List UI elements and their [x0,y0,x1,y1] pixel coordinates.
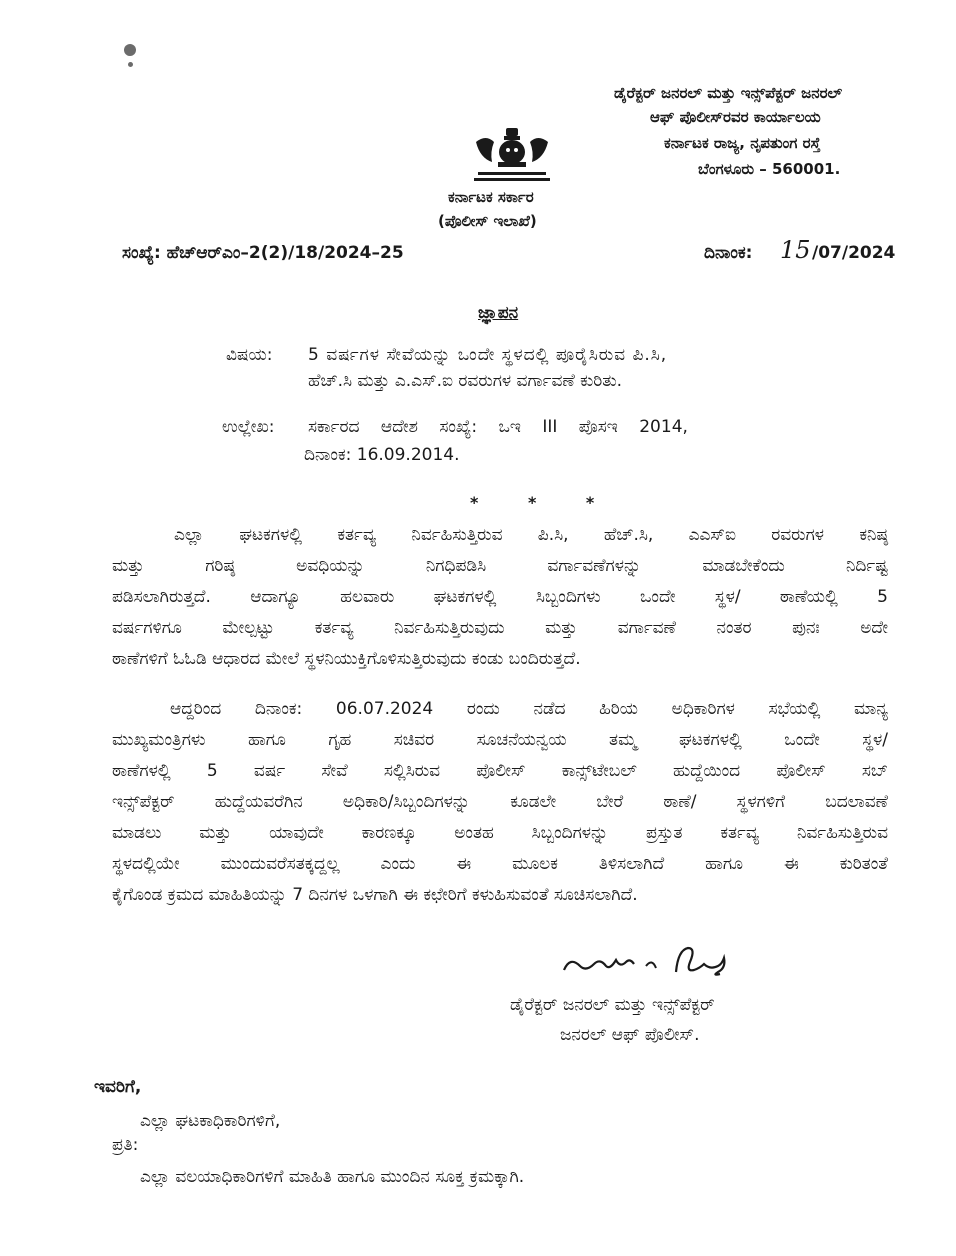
date-month-year: /07/2024 [812,243,896,263]
paragraph-line: ಸ್ಥಳದಲ್ಲಿಯೇ ಮುಂದುವರೆಸತಕ್ಕದ್ದಲ್ಲ ಎಂದು ಈ ಮೂಲಕ ತಿಳಿಸಲಾಗಿದೆ ಹಾಗೂ ಈ ಕುರಿತಂತೆ [112,854,888,874]
subject-label: ವಿಷಯ: [226,345,273,365]
body-paragraph-2 [112,694,888,911]
office-address-line2: ಆಫ್ ಪೊಲೀಸ್‌ರವರ ಕಾರ್ಯಾಲಯ [650,108,821,126]
to-label: ಇವರಿಗೆ, [94,1077,142,1097]
signatory-title-line2: ಜನರಲ್ ಆಫ್ ಪೊಲೀಸ್. [560,1025,700,1045]
scan-speck [124,44,136,56]
copy-label: ಪ್ರತಿ: [112,1135,139,1155]
paragraph-line: ಆದ್ದರಿಂದ ದಿನಾಂಕ: 06.07.2024 ರಂದು ನಡೆದ ಹಿರಿಯ ಅಧಿಕಾರಿಗಳ ಸಭೆಯಲ್ಲಿ ಮಾನ್ಯ [170,699,888,719]
office-address-line1: ಡೈರೆಕ್ಟರ್ ಜನರಲ್ ಮತ್ತು ಇನ್ಸ್‌ಪೆಕ್ಟರ್ ಜನರಲ್ [614,84,843,102]
paragraph-line: ಮುಖ್ಯಮಂತ್ರಿಗಳು ಹಾಗೂ ಗೃಹ ಸಚಿವರ ಸೂಚನೆಯನ್ವಯ ತಮ್ಮ ಘಟಕಗಳಲ್ಲಿ ಒಂದೇ ಸ್ಥಳ/ [112,730,888,750]
paragraph-line: ಕೈಗೊಂಡ ಕ್ರಮದ ಮಾಹಿತಿಯನ್ನು 7 ದಿನಗಳ ಒಳಗಾಗಿ ಈ ಕಛೇರಿಗೆ ಕಳುಹಿಸುವಂತೆ ಸೂಚಿಸಲಾಗಿದೆ. [112,885,638,905]
recipient: ಎಲ್ಲಾ ಘಟಕಾಧಿಕಾರಿಗಳಿಗೆ, [140,1111,281,1131]
copy-recipient: ಎಲ್ಲಾ ವಲಯಾಧಿಕಾರಿಗಳಿಗೆ ಮಾಹಿತಿ ಹಾಗೂ ಮುಂದಿನ ಸೂಕ್ತ ಕ್ರಮಕ್ಕಾಗಿ. [140,1167,525,1187]
department-name: (ಪೊಲೀಸ್ ಇಲಾಖೆ) [438,212,537,230]
subject-line2: ಹೆಚ್.ಸಿ ಮತ್ತು ಎ.ಎಸ್.ಐ ರವರುಗಳ ವರ್ಗಾವಣೆ ಕುರಿತು. [308,371,623,391]
office-address-line3: ಕರ್ನಾಟಕ ರಾಜ್ಯ, ನೃಪತುಂಗ ರಸ್ತೆ [664,134,821,152]
govt-name: ಕರ್ನಾಟಕ ಸರ್ಕಾರ [448,188,534,206]
signatory-title-line1: ಡೈರೆಕ್ಟರ್ ಜನರಲ್ ಮತ್ತು ಇನ್ಸ್‌ಪೆಕ್ಟರ್ [510,995,715,1015]
paragraph-line: ಇನ್ಸ್‌ಪೆಕ್ಟರ್ ಹುದ್ದೆಯವರೆಗಿನ ಅಧಿಕಾರಿ/ಸಿಬ್ಬಂದಿಗಳನ್ನು ಕೂಡಲೇ ಬೇರೆ ಠಾಣೆ/ ಸ್ಥಳಗಳಿಗೆ ಬದಲಾವಣೆ [112,792,888,812]
reference-line1: ಸರ್ಕಾರದ ಆದೇಶ ಸಂಖ್ಯೆ: ಒಇ III ಪೊಸಇ 2014, [308,417,688,437]
memo-title: ಜ್ಞಾಪನ [478,303,519,323]
reference-label: ಉಲ್ಲೇಖ: [222,417,275,437]
state-emblem-icon [468,122,556,184]
paragraph-line: ಠಾಣೆಗಳಲ್ಲಿ 5 ವರ್ಷ ಸೇವೆ ಸಲ್ಲಿಸಿರುವ ಪೊಲೀಸ್ ಕಾನ್ಸ್‌ಟೇಬಲ್ ಹುದ್ದೆಯಿಂದ ಪೊಲೀಸ್ ಸಬ್ [112,761,888,781]
reference-number: ಸಂಖ್ಯೆ: ಹೆಚ್‌ಆರ್‌ಎಂ–2(2)/18/2024–25 [122,243,404,263]
paragraph-line: ಪಡಿಸಲಾಗಿರುತ್ತದೆ. ಆದಾಗ್ಯೂ ಹಲವಾರು ಘಟಕಗಳಲ್ಲಿ ಸಿಬ್ಬಂದಿಗಳು ಒಂದೇ ಸ್ಥಳ/ ಠಾಣೆಯಲ್ಲಿ 5 [112,587,888,607]
paragraph-line: ಠಾಣೆಗಳಿಗೆ ಓಓಡಿ ಆಧಾರದ ಮೇಲೆ ಸ್ಥಳನಿಯುಕ್ತಿಗೊಳಿಸುತ್ತಿರುವುದು ಕಂಡು ಬಂದಿರುತ್ತದೆ. [112,649,581,669]
date-day-handwritten: 15 [780,236,811,264]
body-paragraph-1 [112,520,888,675]
paragraph-line: ವರ್ಷಗಳಿಗೂ ಮೇಲ್ಪಟ್ಟು ಕರ್ತವ್ಯ ನಿರ್ವಹಿಸುತ್ತಿರುವುದು ಮತ್ತು ವರ್ಗಾವಣೆ ನಂತರ ಪುನಃ ಅದೇ [112,618,888,638]
handwritten-signature [556,942,746,988]
paragraph-line: ಮತ್ತು ಗರಿಷ್ಠ ಅವಧಿಯನ್ನು ನಿಗಧಿಪಡಿಸಿ ವರ್ಗಾವಣೆಗಳನ್ನು ಮಾಡಬೇಕೆಂದು ನಿರ್ದಿಷ್ಟ [112,556,888,576]
paragraph-line: ಮಾಡಲು ಮತ್ತು ಯಾವುದೇ ಕಾರಣಕ್ಕೂ ಅಂತಹ ಸಿಬ್ಬಂದಿಗಳನ್ನು ಪ್ರಸ್ತುತ ಕರ್ತವ್ಯ ನಿರ್ವಹಿಸುತ್ತಿರುವ [112,823,888,843]
office-address-line4: ಬೆಂಗಳೂರು – 560001. [698,160,841,178]
paragraph-line: ಎಲ್ಲಾ ಘಟಕಗಳಲ್ಲಿ ಕರ್ತವ್ಯ ನಿರ್ವಹಿಸುತ್ತಿರುವ ಪಿ.ಸಿ, ಹೆಚ್.ಸಿ, ಎಎಸ್‌ಐ ರವರುಗಳ ಕನಿಷ್ಠ [174,525,888,545]
scan-speck [128,62,133,67]
reference-line2: ದಿನಾಂಕ: 16.09.2014. [304,445,460,465]
date-label: ದಿನಾಂಕ: [704,243,753,263]
subject-line1: 5 ವರ್ಷಗಳ ಸೇವೆಯನ್ನು ಒಂದೇ ಸ್ಥಳದಲ್ಲಿ ಪೂರೈಸಿರುವ ಪಿ.ಸಿ, [308,345,668,365]
section-separator: * * * [470,493,617,512]
